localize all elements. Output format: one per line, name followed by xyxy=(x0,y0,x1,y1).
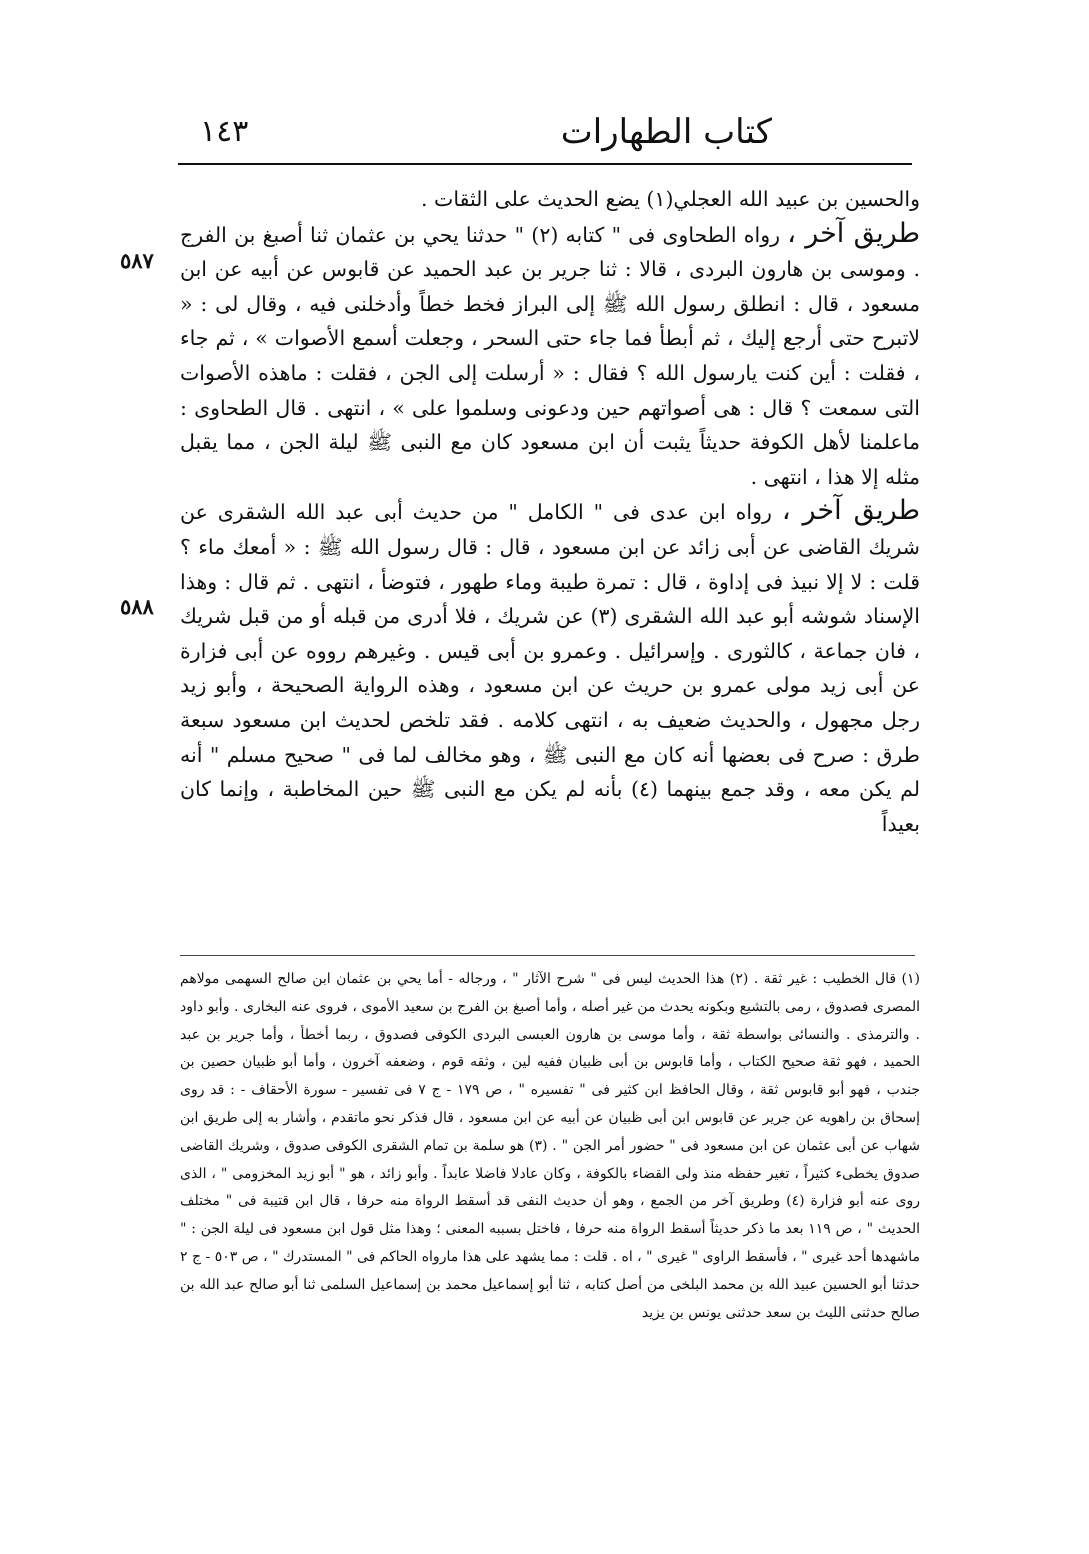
paragraph-587-text: رواه الطحاوى فى " كتابه (٢) " حدثنا يحي بن عثمان ثنا أصبغ بن الفرج . وموسى بن هارون البردى ، قالا : ثنا جرير بن عبد الحميد عن قابوس عن أبيه عن ابن مسعود ، قال : انطلق رسول الله ﷺ إلى البراز فخط خطاً وأدخلنى فيه ، وقال لى : « لاتبرح حتى أرجع إليك ، ثم أبطأ فما جاء حتى السحر ، وجعلت أسمع الأصوات » ، ثم جاء ، فقلت : أين كنت يارسول الله ؟ فقال : « أرسلت إلى الجن ، فقلت : ماهذه الأصوات التى سمعت ؟ قال : هى أصواتهم حين ودعونى وسلموا على » ، انتهى . قال الطحاوى : ماعلمنا لأهل الكوفة حديثاً يثبت أن ابن مسعود كان مع النبى ﷺ ليلة الجن ، مما يقبل مثله إلا هذا ، انتهى . xyxy=(180,222,920,489)
paragraph-588-lead: طريق آخر ، xyxy=(781,495,920,527)
page-number: ١٤٣ xyxy=(200,114,249,149)
paragraph-587-lead: طريق آخر ، xyxy=(787,217,920,249)
paragraph-587 xyxy=(180,217,920,495)
page-header xyxy=(178,108,912,160)
footnotes xyxy=(180,966,920,1436)
entry-number-587: ٥٨٧ xyxy=(120,248,154,273)
footnotes-text: (١) قال الخطيب : غير ثقة . (٢) هذا الحديث ليس فى " شرح الآثار " ، ورجاله - أما يحي بن عثمان ابن صالح السهمى مولاهم المصرى فصدوق ، رمى بالتشيع وبكونه يحدث من غير أصله ، وأما أصبغ بن الفرج بن سعيد الأموى ، فروى عنه البخارى . وأبو داود . والترمذى . والنسائى بواسطة ثقة ، وأما موسى بن هارون العبسى البردى الكوفى فصدوق ، ربما أخطأ ، وأما جرير بن عبد الحميد ، فهو ثقة صحيح الكتاب ، وأما قابوس بن أبى ظبيان ففيه لين ، وثقه قوم ، وضعفه آخرون ، وأما أبو ظبيان حصين بن جندب ، فهو أبو قابوس ثقة ، وقال الحافظ ابن كثير فى " تفسيره " ، ص ١٧٩ - ج ٧ فى تفسير - سورة الأحقاف - : قد روى إسحاق بن راهويه عن جرير عن قابوس ابن أبى ظبيان عن أبيه عن ابن مسعود ، قال فذكر نحو ماتقدم ، وأشار به إلى طريق ابن شهاب عن أبى عثمان عن ابن مسعود فى " حضور أمر الجن " . (٣) هو سلمة بن تمام الشقرى الكوفى صدوق ، وشريك القاضى صدوق يخطىء كثيراً ، تغير حفظه منذ ولى القضاء بالكوفة ، وكان عادلا فاضلا عابداً . وأبو زائد ، هو " أبو زيد المخزومى " ، الذى روى عنه أبو فزارة (٤) وطريق آخر من الجمع ، وهو أن حديث النفى قد أسقط الرواة منه حرفا ، قال ابن قتيبة فى " مختلف الحديث " ، ص ١١٩ بعد ما ذكر حديثاً أسقط الرواة منه حرفا ، فاختل بسببه المعنى ؛ وهذا مثل قول ابن مسعود فى ليلة الجن : " ماشهدها أحد غيرى " ، فأسقط الراوى " غيرى " ، اه . قلت : مما يشهد على هذا مارواه الحاكم فى " المستدرك " ، ص ٥٠٣ - ج ٢ حدثنا أبو الحسين عبيد الله بن محمد البلخى من أصل كتابه ، ثنا أبو إسماعيل محمد بن إسماعيل السلمى ثنا أبو صالح عبد الله بن صالح حدثنى الليث بن سعد حدثنى يونس بن يزيد xyxy=(180,971,920,1321)
intro-text: والحسين بن عبيد الله العجلي(١) يضع الحديث على الثقات . xyxy=(421,187,920,211)
paragraph-588-text: رواه ابن عدى فى " الكامل " من حديث أبى عبد الله الشقرى عن شريك القاضى عن أبى زائد عن ابن مسعود ، قال : قال رسول الله ﷺ : « أمعك ماء ؟ قلت : لا إلا نبيذ فى إداوة ، قال : تمرة طيبة وماء طهور ، فتوضأ ، انتهى . ثم قال : وهذا الإسناد شوشه أبو عبد الله الشقرى (٣) عن شريك ، فلا أدرى من قبله أو من قبل شريك ، فان جماعة ، كالثورى . وإسرائيل . وعمرو بن أبى قيس . وغيرهم رووه عن أبى فزارة عن أبى زيد مولى عمرو بن حريث عن ابن مسعود ، وهذه الرواية الصحيحة ، وأبو زيد رجل مجهول ، والحديث ضعيف به ، انتهى كلامه . فقد تلخص لحديث ابن مسعود سبعة طرق : صرح فى بعضها أنه كان مع النبى ﷺ ، وهو مخالف لما فى " صحيح مسلم " أنه لم يكن معه ، وقد جمع بينهما (٤) بأنه لم يكن مع النبى ﷺ حين المخاطبة ، وإنما كان بعيداً xyxy=(180,500,920,836)
intro-paragraph xyxy=(180,182,920,217)
paragraph-588 xyxy=(180,494,920,841)
entry-number-588: ٥٨٨ xyxy=(120,594,154,619)
header-rule xyxy=(178,163,912,165)
main-text xyxy=(180,182,920,942)
footnote-rule xyxy=(180,955,915,956)
running-title: كتاب الطهارات xyxy=(560,112,772,152)
